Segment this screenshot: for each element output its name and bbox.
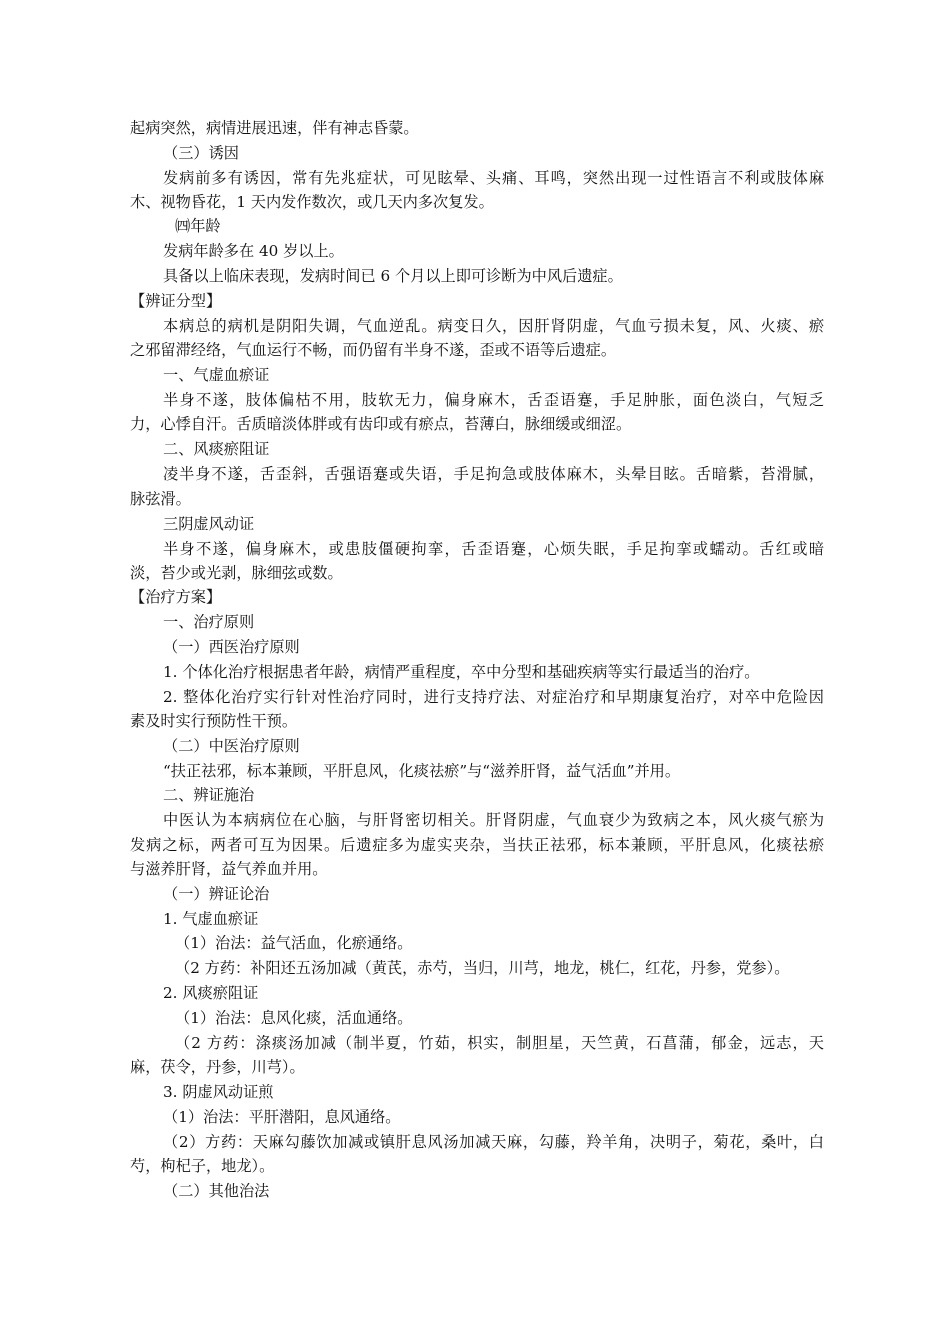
text-line: 半身不遂，肢体偏枯不用，肢软无力，偏身麻木，舌歪语蹇，手足肿胀，面色淡白，气短乏 (163, 391, 824, 409)
text-line: 与滋养肝肾，益气养血并用。 (130, 860, 328, 878)
section-heading: （二）中医治疗原则 (163, 737, 300, 755)
text-line: 中医认为本病病位在心脑，与肝肾密切相关。肝肾阴虚，气血衰少为致病之本，风火痰气瘀为 (163, 811, 824, 829)
text-line: 力，心悸自汗。舌质暗淡体胖或有齿印或有瘀点，苔薄白，脉细缓或细涩。 (130, 415, 632, 433)
text-line: 发病前多有诱因，常有先兆症状，可见眩晕、头痛、耳鸣，突然出现一过性语言不利或肢体麻 (163, 169, 824, 187)
section-heading: 一、治疗原则 (163, 613, 255, 631)
text-line: “扶正祛邪，标本兼顾，平肝息风，化痰祛瘀”与“滋养肝肾，益气活血”并用。 (163, 762, 681, 780)
text-line: 发病年龄多在 40 岁以上。 (163, 242, 344, 260)
section-heading: 2. 风痰瘀阻证 (163, 984, 259, 1002)
text-line: 淡，苔少或光剥，脉细弦或数。 (130, 564, 343, 582)
text-line: 本病总的病机是阴阳失调，气血逆乱。病变日久，因肝肾阴虚，气血亏损未复，风、火痰、瘀 (163, 317, 824, 335)
section-heading: （一）辨证论治 (163, 885, 270, 903)
section-heading: （三）诱因 (163, 144, 239, 162)
text-line: 2. 整体化治疗实行针对性治疗同时，进行支持疗法、对症治疗和早期康复治疗，对卒中危险因 (163, 688, 824, 706)
text-line: （2）方药：天麻勾藤饮加减或镇肝息风汤加减天麻，勾藤，羚羊角，决明子，菊花，桑叶，白 (163, 1133, 824, 1151)
section-title: 【治疗方案】 (130, 588, 222, 606)
text-line: （1）治法：息风化痰，活血通络。 (175, 1009, 413, 1027)
text-line: 起病突然，病情进展迅速，伴有神志昏蒙。 (130, 119, 419, 137)
text-line: （2 方药：涤痰汤加减（制半夏，竹茹，枳实，制胆星，天竺黄，石菖蒲，郁金，远志，天 (175, 1034, 824, 1052)
text-line: （1）治法：益气活血，化瘀通络。 (175, 934, 413, 952)
section-heading: 1. 气虚血瘀证 (163, 910, 259, 928)
section-heading: 二、风痰瘀阻证 (163, 440, 270, 458)
section-heading: ㈣年龄 (175, 217, 221, 235)
text-line: 脉弦滑。 (130, 490, 191, 508)
text-line: （2 方药：补阳还五汤加减（黄芪，赤芍，当归，川芎，地龙，桃仁，红花，丹参，党参）。 (175, 959, 790, 977)
text-line: 之邪留滞经络，气血运行不畅，而仍留有半身不遂，歪或不语等后遗症。 (130, 341, 616, 359)
section-title: 【辨证分型】 (130, 292, 222, 310)
section-heading: （一）西医治疗原则 (163, 638, 300, 656)
text-line: 具备以上临床表现，发病时间已 6 个月以上即可诊断为中风后遗症。 (163, 267, 623, 285)
text-line: 半身不遂，偏身麻木，或患肢僵硬拘挛，舌歪语蹇，心烦失眠，手足拘挛或蠕动。舌红或暗 (163, 540, 824, 558)
section-heading: 三阴虚风动证 (163, 515, 255, 533)
text-line: 素及时实行预防性干预。 (130, 712, 298, 730)
section-heading: 二、辨证施治 (163, 786, 255, 804)
text-line: 芍，枸杞子，地龙）。 (130, 1157, 275, 1175)
section-heading: （二）其他治法 (163, 1182, 270, 1200)
text-line: 麻，茯令，丹参，川芎）。 (130, 1058, 305, 1076)
section-heading: 一、气虚血瘀证 (163, 366, 270, 384)
text-line: 1. 个体化治疗根据患者年龄，病情严重程度，卒中分型和基础疾病等实行最适当的治疗。 (163, 663, 760, 681)
text-line: （1）治法：平肝潜阳，息风通络。 (163, 1108, 401, 1126)
text-line: 木、视物昏花，1 天内发作数次，或几天内多次复发。 (130, 193, 494, 211)
text-line: 发病之标，两者可互为因果。后遗症多为虚实夹杂，当扶正祛邪，标本兼顾，平肝息风，化痰祛瘀 (130, 836, 824, 854)
section-heading: 3. 阴虚风动证煎 (163, 1083, 274, 1101)
text-line: 凌半身不遂，舌歪斜，舌强语蹇或失语，手足拘急或肢体麻木，头晕目眩。舌暗紫，苔滑腻， (163, 465, 824, 483)
